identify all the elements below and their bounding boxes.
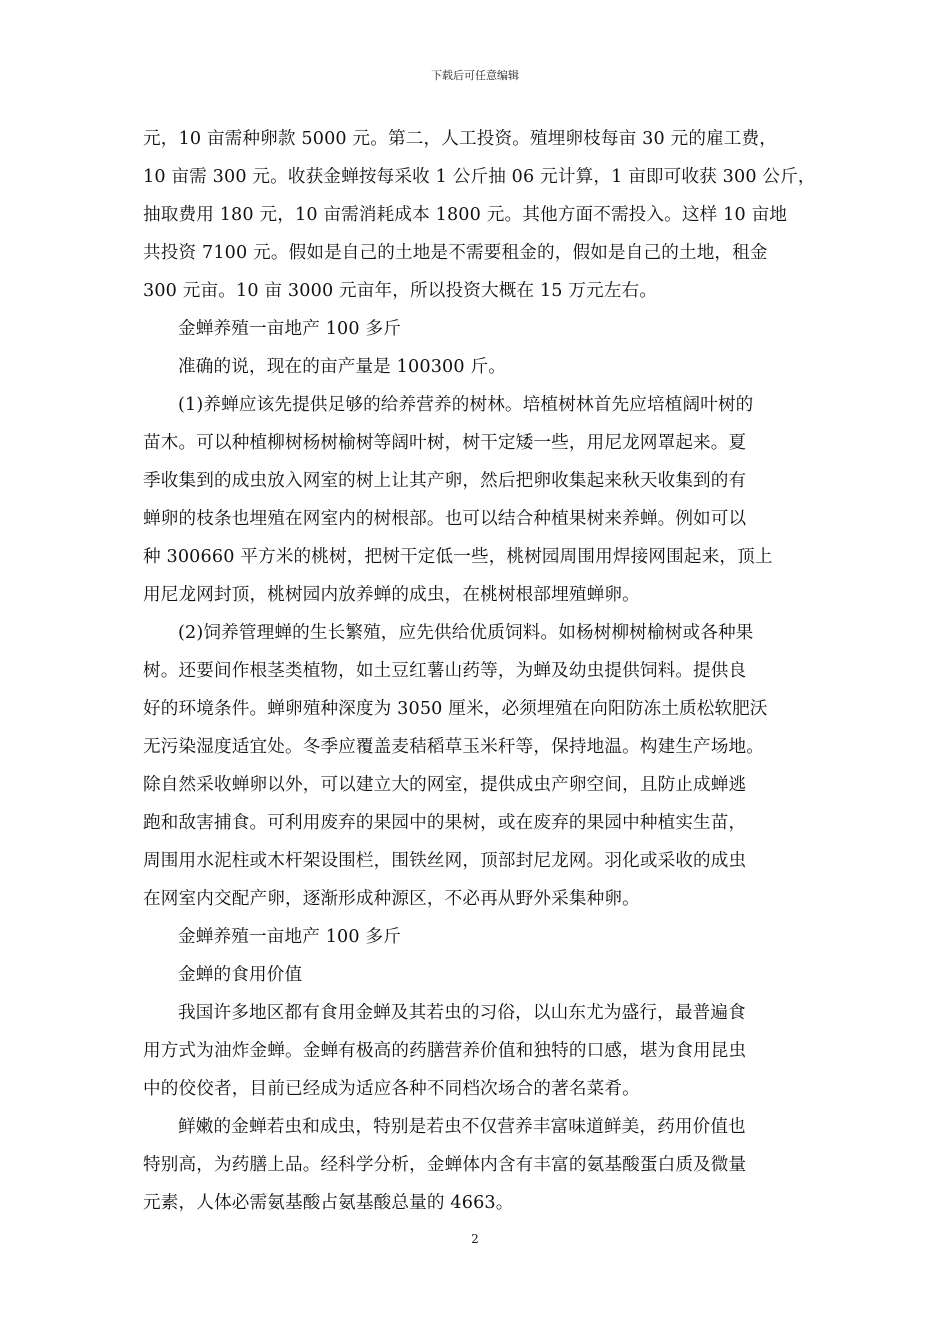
text-line: 用方式为油炸金蝉。金蝉有极高的药膳营养价值和独特的口感，堪为食用昆虫 — [143, 1041, 747, 1061]
text-line: 苗木。可以种植柳树杨树榆树等阔叶树，树干定矮一些，用尼龙网罩起来。夏 — [143, 433, 747, 453]
text-line: 元，10 亩需种卵款 5000 元。第二，人工投资。殖埋卵枝每亩 30 元的雇工费， — [143, 129, 778, 149]
text-line: (1)养蝉应该先提供足够的给养营养的树林。培植树林首先应培植阔叶树的 — [178, 395, 754, 415]
text-line: 共投资 7100 元。假如是自己的土地是不需要租金的，假如是自己的土地，租金 — [143, 243, 768, 263]
text-line: 准确的说，现在的亩产量是 100300 斤。 — [178, 357, 506, 377]
text-line: 好的环境条件。蝉卵殖种深度为 3050 厘米，必须埋殖在向阳防冻土质松软肥沃 — [143, 699, 768, 719]
text-line: 跑和敌害捕食。可利用废弃的果园中的果树，或在废弃的果园中种植实生苗， — [143, 813, 747, 833]
text-line: 300 元亩。10 亩 3000 元亩年，所以投资大概在 15 万元左右。 — [143, 281, 658, 301]
text-line: 种 300660 平方米的桃树，把树干定低一些，桃树园周围用焊接网围起来，顶上 — [143, 547, 773, 567]
text-line: 在网室内交配产卵，逐渐形成种源区，不必再从野外采集种卵。 — [143, 889, 640, 909]
text-line: 金蝉养殖一亩地产 100 多斤 — [178, 927, 401, 947]
text-line: 鲜嫩的金蝉若虫和成虫，特别是若虫不仅营养丰富味道鲜美，药用价值也 — [178, 1117, 746, 1137]
text-line: 抽取费用 180 元，10 亩需消耗成本 1800 元。其他方面不需投入。这样 10 亩地 — [143, 205, 788, 225]
text-line: 元素，人体必需氨基酸占氨基酸总量的 4663。 — [143, 1193, 514, 1213]
document-body — [143, 120, 816, 1222]
text-line: 周围用水泥柱或木杆架设围栏，围铁丝网，顶部封尼龙网。羽化或采收的成虫 — [143, 851, 747, 871]
text-line: 中的佼佼者，目前已经成为适应各种不同档次场合的著名菜肴。 — [143, 1079, 640, 1099]
text-line: 金蝉养殖一亩地产 100 多斤 — [178, 319, 401, 339]
text-line: 金蝉的食用价值 — [178, 965, 303, 985]
text-line: (2)饲养管理蝉的生长繁殖，应先供给优质饲料。如杨树柳树榆树或各种果 — [178, 623, 754, 643]
text-line: 特别高，为药膳上品。经科学分析，金蝉体内含有丰富的氨基酸蛋白质及微量 — [143, 1155, 747, 1175]
page-header: 下载后可任意编辑 — [431, 69, 519, 82]
text-line: 无污染湿度适宜处。冬季应覆盖麦秸稻草玉米秆等，保持地温。构建生产场地。 — [143, 737, 765, 757]
text-line: 蝉卵的枝条也埋殖在网室内的树根部。也可以结合种植果树来养蝉。例如可以 — [143, 509, 747, 529]
text-line: 我国许多地区都有食用金蝉及其若虫的习俗，以山东尤为盛行，最普遍食 — [178, 1003, 746, 1023]
page-number: 2 — [471, 1232, 479, 1246]
text-line: 季收集到的成虫放入网室的树上让其产卵，然后把卵收集起来秋天收集到的有 — [143, 471, 747, 491]
text-line: 除自然采收蝉卵以外，可以建立大的网室，提供成虫产卵空间，且防止成蝉逃 — [143, 775, 747, 795]
text-line: 树。还要间作根茎类植物，如土豆红薯山药等，为蝉及幼虫提供饲料。提供良 — [143, 661, 747, 681]
text-line: 用尼龙网封顶，桃树园内放养蝉的成虫，在桃树根部埋殖蝉卵。 — [143, 585, 640, 605]
text-line: 10 亩需 300 元。收获金蝉按每采收 1 公斤抽 06 元计算，1 亩即可收获 300 公斤， — [143, 167, 816, 187]
